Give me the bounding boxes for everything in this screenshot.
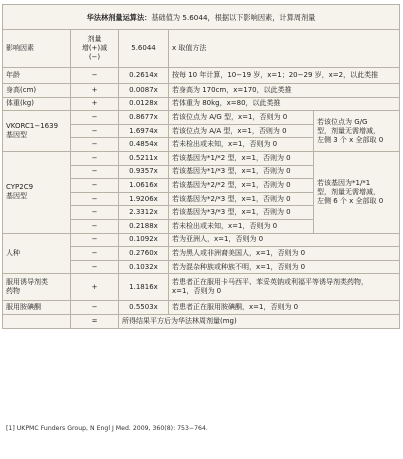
coefficient-cell: 0.5211x	[119, 151, 169, 165]
direction-cell: −	[71, 179, 119, 193]
vkorc1-note-line-2: 型，剂量无需增减，	[317, 126, 380, 135]
factor-vkorc1-line-2: 基因型	[6, 131, 27, 140]
coefficient-cell: 0.2614x	[119, 68, 169, 84]
factor-weight: 体重(kg)	[3, 97, 71, 111]
factor-cyp2c9-line-2: 基因型	[6, 192, 27, 201]
method-cell: 若未检出或未知，x=1，否则为 0	[169, 219, 314, 233]
method-cell: 按每 10 年计算，10−19 岁，x=1；20−29 岁，x=2，以此类推	[169, 68, 400, 84]
coefficient-cell: 0.1032x	[119, 260, 169, 274]
direction-cell: −	[71, 260, 119, 274]
direction-cell: −	[71, 68, 119, 84]
direction-cell: −	[71, 233, 119, 247]
method-line-1: 若患者正在服用卡马西平、苯妥英钠或利福平等诱导剂类药物，	[172, 278, 368, 287]
direction-cell: −	[71, 247, 119, 261]
header-row	[3, 30, 400, 68]
vkorc1-note-line-3: 左侧 3 个 x 全部取 0	[317, 135, 384, 144]
method-cell: 若为亚洲人，x=1，否则为 0	[169, 233, 400, 247]
direction-cell: −	[71, 301, 119, 315]
factor-vkorc1-line-1: VKORC1−1639	[6, 122, 59, 131]
factor-height: 身高(cm)	[3, 84, 71, 98]
coefficient-cell: 0.4854x	[119, 138, 169, 152]
direction-cell: −	[71, 138, 119, 152]
coefficient-cell: 0.2760x	[119, 247, 169, 261]
header-direction-line-1: 剂量	[87, 35, 102, 43]
header-method: x 取值方法	[169, 30, 400, 68]
cyp2c9-note-line-2: 型，剂量无需增减，	[317, 187, 380, 196]
method-cell: 若未检出或未知，x=1，否则为 0	[169, 138, 314, 152]
table-row	[3, 84, 400, 98]
table-row	[3, 233, 400, 247]
coefficient-cell: 1.6974x	[119, 124, 169, 138]
coefficient-cell: 0.8677x	[119, 111, 169, 125]
method-cell: 若为混杂种族或种族不明，x=1，否则为 0	[169, 260, 400, 274]
direction-cell: −	[71, 219, 119, 233]
coefficient-cell: 0.0128x	[119, 97, 169, 111]
method-cell: 若该位点为 A/G 型，x=1，否则为 0	[169, 111, 314, 125]
header-direction-line-2: 增(+)减	[81, 44, 108, 52]
coefficient-cell: 0.9357x	[119, 165, 169, 179]
cyp2c9-note	[314, 151, 400, 233]
direction-cell: −	[71, 165, 119, 179]
method-line-2: x=1，否则为 0	[172, 287, 222, 296]
factor-cyp2c9	[3, 151, 71, 233]
direction-cell: +	[71, 274, 119, 301]
method-cell: 若该基因为*1/*2 型，x=1，否则为 0	[169, 151, 314, 165]
table-row	[3, 68, 400, 84]
method-cell: 若为黑人或非洲裔美国人，x=1，否则为 0	[169, 247, 400, 261]
warfarin-dosing-table	[2, 4, 400, 329]
method-cell: 若体重为 80kg，x=80，以此类推	[169, 97, 400, 111]
total-result-cell: 所得结果平方后为华法林周剂量(mg)	[119, 314, 400, 328]
factor-enzyme-inducer-line-2: 药物	[6, 287, 20, 296]
factor-age: 年龄	[3, 68, 71, 84]
cyp2c9-note-line-3: 左侧 6 个 x 全部取 0	[317, 196, 384, 205]
coefficient-cell: 0.5503x	[119, 301, 169, 315]
header-base-value: 5.6044	[119, 30, 169, 68]
header-direction-line-3: (−)	[88, 53, 101, 61]
factor-enzyme-inducer	[3, 274, 71, 301]
direction-cell: −	[71, 124, 119, 138]
method-cell: 若该基因为*2/*3 型，x=1，否则为 0	[169, 192, 314, 206]
factor-enzyme-inducer-line-1: 服用诱导剂类	[6, 278, 48, 287]
table-title	[3, 5, 400, 30]
header-factor: 影响因素	[3, 30, 71, 68]
coefficient-cell: 0.0087x	[119, 84, 169, 98]
method-cell: 若该基因为*1/*3 型，x=1，否则为 0	[169, 165, 314, 179]
direction-cell: +	[71, 97, 119, 111]
coefficient-cell: 2.3312x	[119, 206, 169, 220]
direction-cell: −	[71, 192, 119, 206]
direction-cell: −	[71, 111, 119, 125]
method-cell	[169, 274, 400, 301]
vkorc1-note	[314, 111, 400, 152]
table-row	[3, 301, 400, 315]
table-row	[3, 151, 400, 165]
cyp2c9-note-line-1: 若该基因为*1/*1	[317, 178, 371, 187]
table-row	[3, 111, 400, 125]
coefficient-cell: 1.9206x	[119, 192, 169, 206]
coefficient-cell: 1.0616x	[119, 179, 169, 193]
header-direction	[71, 30, 119, 68]
method-cell: 若该基因为*2/*2 型，x=1，否则为 0	[169, 179, 314, 193]
factor-amiodarone: 服用胺碘酮	[3, 301, 71, 315]
factor-race: 人种	[3, 233, 71, 274]
table-row	[3, 314, 400, 328]
coefficient-cell: 0.2188x	[119, 219, 169, 233]
method-cell: 若该位点为 A/A 型，x=1，否则为 0	[169, 124, 314, 138]
total-factor-empty	[3, 314, 71, 328]
table-title-rest: 基础值为 5.6044，根据以下影响因素，计算周剂量	[151, 12, 316, 22]
direction-cell: −	[71, 151, 119, 165]
factor-vkorc1	[3, 111, 71, 152]
direction-cell: =	[71, 314, 119, 328]
method-cell: 若该基因为*3/*3 型，x=1，否则为 0	[169, 206, 314, 220]
direction-cell: −	[71, 206, 119, 220]
reference-footnote: [1] UKPMC Funders Group, N Engl J Med. 2009, 360(8): 753−764.	[6, 425, 208, 432]
coefficient-cell: 1.1816x	[119, 274, 169, 301]
factor-cyp2c9-line-1: CYP2C9	[6, 183, 34, 192]
table-row	[3, 274, 400, 301]
table-row	[3, 97, 400, 111]
vkorc1-note-line-1: 若该位点为 G/G	[317, 117, 368, 126]
table-title-bold: 华法林剂量运算法：	[86, 12, 152, 22]
method-cell: 若身高为 170cm，x=170，以此类推	[169, 84, 400, 98]
direction-cell: +	[71, 84, 119, 98]
method-cell: 若患者正在服用胺碘酮，x=1，否则为 0	[169, 301, 400, 315]
coefficient-cell: 0.1092x	[119, 233, 169, 247]
